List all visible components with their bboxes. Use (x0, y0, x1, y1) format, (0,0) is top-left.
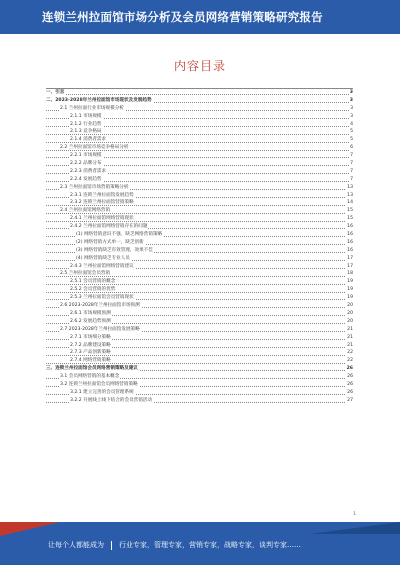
toc-entry-label: 2.4.3 兰州拉面馆网络营销建议 (70, 263, 134, 269)
footer-accent-shape-right (310, 522, 400, 534)
toc-entry[interactable] (46, 381, 353, 389)
toc-entry-page: 26 (347, 389, 353, 395)
toc-entry-label: 2.6 2023-2028年兰州拉面馆市场预测 (60, 303, 140, 309)
toc-entry[interactable] (46, 389, 353, 397)
toc-entry[interactable] (46, 286, 353, 294)
toc-entry-page: 7 (350, 168, 353, 174)
toc-entry-label: 一、引言 (46, 90, 65, 95)
toc-entry[interactable] (46, 239, 353, 247)
toc-entry[interactable] (46, 184, 353, 192)
toc-entry-label: (4) 网络营销缺乏专业人员 (76, 255, 130, 261)
toc-entry-page: 26 (346, 366, 353, 372)
footer-brand: 让每个人都能成为 (48, 541, 104, 549)
toc-entry-page: 16 (347, 247, 353, 253)
toc-entry[interactable] (46, 255, 353, 263)
toc-entry-page: 17 (347, 255, 353, 261)
toc-entry-label: 2.3 兰州拉面馆市场营销策略分析 (60, 184, 129, 190)
toc-entry-page: 5 (350, 137, 353, 143)
toc-entry-page: 19 (347, 295, 353, 301)
toc-entry-label: 2.3.2 连锁兰州拉面馆营销策略 (70, 200, 134, 206)
toc-entry[interactable] (46, 310, 353, 318)
toc-entry-label: 2.2 兰州拉面馆市场竞争格局分析 (60, 145, 129, 151)
toc-entry[interactable] (46, 152, 353, 160)
toc-entry-label: 2.7.4 网络营销策略 (70, 358, 111, 364)
toc-entry[interactable] (46, 302, 353, 310)
toc-entry-label: 3.2.2 开展线上线下结合的会员营销活动 (70, 397, 153, 403)
toc-entry-label: 2.7.3 产品创新策略 (70, 350, 111, 356)
toc-entry-page: 26 (347, 374, 353, 380)
toc-entry[interactable] (46, 192, 353, 200)
toc-entry[interactable] (46, 176, 353, 184)
toc-entry-page: 22 (347, 350, 353, 356)
toc-entry[interactable] (46, 349, 353, 357)
toc-entry-page: 7 (350, 176, 353, 182)
footer-divider (111, 541, 112, 550)
toc-entry-page: 3 (349, 90, 353, 95)
toc-entry-page: 22 (347, 358, 353, 364)
toc-entry-page: 3 (350, 105, 353, 111)
toc-entry[interactable] (46, 223, 353, 231)
toc-entry-label: (2) 网络营销方式单一，缺乏创新 (76, 239, 144, 245)
toc-entry-page: 16 (347, 232, 353, 238)
toc-entry-label: 2.1.2 行业趋势 (70, 121, 102, 127)
toc-entry[interactable] (46, 88, 353, 97)
toc-entry-page: 18 (347, 271, 353, 277)
toc-entry-label: 2.4 兰州拉面馆网络营销 (60, 208, 111, 214)
footer-tagline: 行业专家，管理专家，营销专家，战略专家，谈判专家…… (119, 541, 301, 549)
page-number: 1 (353, 512, 356, 517)
toc-entry-page: 21 (347, 342, 353, 348)
report-title: 连锁兰州拉面馆市场分析及会员网络营销策略研究报告 (42, 10, 323, 24)
toc-entry-page: 3 (349, 97, 353, 103)
toc-entry[interactable] (46, 270, 353, 278)
toc-heading: 内容目录 (173, 59, 226, 73)
toc-entry-label: 2.2.2 品牌分布 (70, 161, 102, 167)
toc-entry[interactable] (46, 207, 353, 215)
toc-entry[interactable] (46, 318, 353, 326)
toc-entry-page: 13 (347, 184, 353, 190)
toc-entry-page: 14 (347, 200, 353, 206)
toc-entry-label: 2.5.2 会员营销的优势 (70, 287, 116, 293)
footer-slogan (48, 540, 301, 550)
toc-entry-page: 4 (350, 121, 353, 127)
toc-entry[interactable] (46, 199, 353, 207)
toc-entry-label: 2.1.1 市场规模 (70, 113, 102, 119)
toc-entry-page: 7 (350, 161, 353, 167)
toc-entry[interactable] (46, 334, 353, 342)
toc-entry-label: 2.7.1 市场细分策略 (70, 334, 111, 340)
toc-entry-label: 2.7.2 品牌建设策略 (70, 342, 111, 348)
toc-leader-dots (46, 94, 353, 95)
footer-accent-shape (0, 522, 60, 536)
toc-entry-label: 2.2.4 发展趋势 (70, 176, 102, 182)
toc-entry-page: 20 (347, 310, 353, 316)
toc-entry-page: 20 (347, 318, 353, 324)
toc-entry-page: 21 (347, 326, 353, 332)
toc-entry[interactable] (46, 231, 353, 239)
toc-entry[interactable] (46, 263, 353, 271)
toc-entry-label: 2.6.1 市场规模预测 (70, 310, 111, 316)
toc-entry-page: 26 (347, 381, 353, 387)
toc-entry-page: 15 (347, 208, 353, 214)
toc-entry-page: 3 (350, 113, 353, 119)
toc-entry[interactable] (46, 326, 353, 334)
toc-entry-label: 3.2 连锁兰州拉面馆会员网络营销策略 (60, 381, 138, 387)
toc-entry[interactable] (46, 373, 353, 381)
toc-entry-label: 2.5.3 兰州拉面馆会员营销现状 (70, 295, 134, 301)
toc-entry[interactable] (46, 105, 353, 113)
toc-entry-page: 6 (350, 145, 353, 151)
toc-entry-page: 16 (347, 239, 353, 245)
toc-entry[interactable] (46, 215, 353, 223)
toc-entry[interactable] (46, 294, 353, 302)
toc-entry-label: 2.1.4 消费者需求 (70, 137, 107, 143)
toc-entry[interactable] (46, 136, 353, 144)
toc-entry[interactable] (46, 113, 353, 121)
toc-entry-label: 2.5 兰州拉面馆会员营销 (60, 271, 111, 277)
toc-entry[interactable] (46, 342, 353, 350)
toc-entry-label: 2.1 兰州拉面行业市场规模分析 (60, 105, 124, 111)
toc-entry-page: 5 (350, 129, 353, 135)
toc-entry-label: (3) 网络营销缺乏有效管理，效果不佳 (76, 247, 153, 253)
toc-entry-label: 2.4.1 兰州拉面馆网络营销现状 (70, 216, 134, 222)
toc-entry-label: 三、连锁兰州拉面馆会员网络营销策略及建议 (46, 366, 138, 372)
footer-banner (0, 522, 400, 565)
toc-entry-page: 15 (347, 216, 353, 222)
toc-entry-page: 21 (347, 334, 353, 340)
toc-entry-label: 2.5.1 会员营销的概念 (70, 279, 116, 285)
toc-entry-page: 16 (347, 224, 353, 230)
toc-entry[interactable] (46, 247, 353, 255)
toc-entry-label: (1) 网络营销意识不强，缺乏网络营销策略 (76, 232, 163, 238)
toc-entry-page: 27 (347, 397, 353, 403)
toc-entry[interactable] (46, 97, 353, 105)
toc-entry[interactable] (46, 144, 353, 152)
table-of-contents (46, 88, 353, 405)
toc-entry-label: 2.6.2 发展趋势预测 (70, 318, 111, 324)
toc-entry-label: 2.7 2023-2028年兰州拉面馆发展策略 (60, 326, 140, 332)
toc-entry-label: 2.1.3 竞争格局 (70, 129, 102, 135)
toc-entry-label: 2.3.1 连锁兰州拉面馆发展趋势 (70, 192, 134, 198)
toc-entry-page: 7 (350, 153, 353, 159)
toc-entry-label: 2.2.1 市场规模 (70, 153, 102, 159)
toc-entry[interactable] (46, 128, 353, 136)
toc-entry-label: 3.2.1 建立完善的会员管理系统 (70, 389, 134, 395)
toc-entry-label: 3.1 会员网络营销的基本概念 (60, 374, 120, 380)
toc-entry-label: 2.4.2 兰州拉面馆网络营销存在的问题 (70, 224, 148, 230)
toc-entry[interactable] (46, 397, 353, 405)
toc-entry[interactable] (46, 168, 353, 176)
toc-entry-page: 13 (347, 192, 353, 198)
toc-entry-label: 2.2.3 消费者需求 (70, 168, 107, 174)
toc-entry[interactable] (46, 121, 353, 129)
toc-entry-page: 20 (347, 303, 353, 309)
toc-entry[interactable] (46, 365, 353, 373)
toc-entry[interactable] (46, 160, 353, 168)
toc-entry-label: 二、2023-2028年兰州拉面馆市场现状及发展趋势 (46, 97, 152, 103)
toc-entry[interactable] (46, 278, 353, 286)
toc-entry-page: 19 (347, 279, 353, 285)
toc-entry-page: 17 (347, 263, 353, 269)
toc-entry[interactable] (46, 357, 353, 365)
toc-entry-page: 19 (347, 287, 353, 293)
report-header (0, 0, 400, 34)
